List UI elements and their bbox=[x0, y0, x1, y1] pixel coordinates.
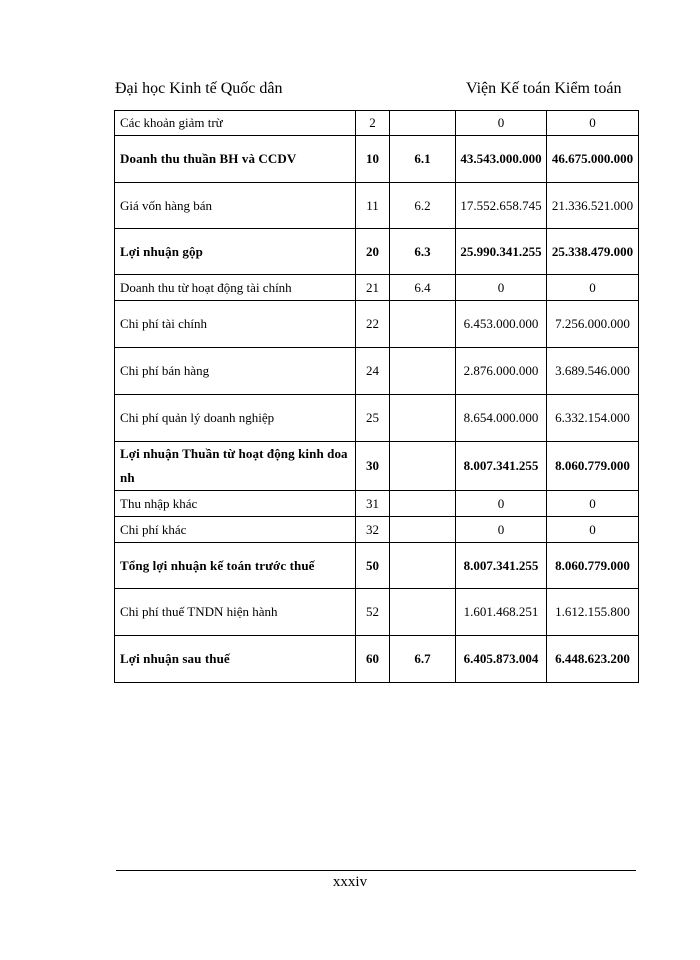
row-code: 30 bbox=[356, 442, 390, 491]
row-note: 6.7 bbox=[390, 636, 456, 683]
row-label: Lợi nhuận Thuần từ hoạt động kinh doanh bbox=[115, 442, 356, 491]
row-code: 32 bbox=[356, 517, 390, 543]
row-label: Doanh thu từ hoạt động tài chính bbox=[115, 275, 356, 301]
current-year-value: 8.654.000.000 bbox=[456, 395, 547, 442]
current-year-value: 1.601.468.251 bbox=[456, 589, 547, 636]
row-note bbox=[390, 442, 456, 491]
previous-year-value: 8.060.779.000 bbox=[547, 543, 639, 589]
previous-year-value: 0 bbox=[547, 275, 639, 301]
table-row bbox=[115, 348, 639, 395]
page-number: xxxiv bbox=[332, 874, 368, 890]
row-note: 6.4 bbox=[390, 275, 456, 301]
row-code: 25 bbox=[356, 395, 390, 442]
current-year-value: 2.876.000.000 bbox=[456, 348, 547, 395]
table-row bbox=[115, 136, 639, 183]
row-note: 6.3 bbox=[390, 229, 456, 275]
current-year-value: 8.007.341.255 bbox=[456, 543, 547, 589]
current-year-value: 25.990.341.255 bbox=[456, 229, 547, 275]
table-row bbox=[115, 395, 639, 442]
current-year-value: 0 bbox=[456, 275, 547, 301]
table-row bbox=[115, 517, 639, 543]
row-code: 21 bbox=[356, 275, 390, 301]
row-note bbox=[390, 348, 456, 395]
table-row bbox=[115, 275, 639, 301]
row-code: 60 bbox=[356, 636, 390, 683]
row-note: 6.1 bbox=[390, 136, 456, 183]
row-code: 10 bbox=[356, 136, 390, 183]
row-label: Doanh thu thuần BH và CCDV bbox=[115, 136, 356, 183]
header-department: Viện Kế toán Kiểm toán bbox=[466, 80, 622, 97]
previous-year-value: 21.336.521.000 bbox=[547, 183, 639, 229]
previous-year-value: 0 bbox=[547, 517, 639, 543]
previous-year-value: 46.675.000.000 bbox=[547, 136, 639, 183]
table-row bbox=[115, 491, 639, 517]
row-label: Tổng lợi nhuận kế toán trước thuế bbox=[115, 543, 356, 589]
table-row bbox=[115, 111, 639, 136]
row-code: 2 bbox=[356, 111, 390, 136]
row-note bbox=[390, 111, 456, 136]
row-label: Các khoản giảm trừ bbox=[115, 111, 356, 136]
table-row bbox=[115, 636, 639, 683]
row-note bbox=[390, 543, 456, 589]
table-row bbox=[115, 589, 639, 636]
row-note: 6.2 bbox=[390, 183, 456, 229]
row-code: 31 bbox=[356, 491, 390, 517]
row-code: 20 bbox=[356, 229, 390, 275]
row-label: Chi phí quản lý doanh nghiệp bbox=[115, 395, 356, 442]
previous-year-value: 25.338.479.000 bbox=[547, 229, 639, 275]
row-label: Giá vốn hàng bán bbox=[115, 183, 356, 229]
previous-year-value: 6.332.154.000 bbox=[547, 395, 639, 442]
row-note bbox=[390, 395, 456, 442]
current-year-value: 6.453.000.000 bbox=[456, 301, 547, 348]
table-row bbox=[115, 301, 639, 348]
row-label: Lợi nhuận sau thuế bbox=[115, 636, 356, 683]
previous-year-value: 1.612.155.800 bbox=[547, 589, 639, 636]
row-note bbox=[390, 491, 456, 517]
row-note bbox=[390, 589, 456, 636]
header-institution: Đại học Kinh tế Quốc dân bbox=[115, 80, 283, 97]
row-label: Thu nhập khác bbox=[115, 491, 356, 517]
row-note bbox=[390, 517, 456, 543]
row-code: 22 bbox=[356, 301, 390, 348]
previous-year-value: 3.689.546.000 bbox=[547, 348, 639, 395]
table-row bbox=[115, 442, 639, 491]
income-statement-table bbox=[114, 110, 639, 683]
current-year-value: 0 bbox=[456, 517, 547, 543]
table-row bbox=[115, 229, 639, 275]
current-year-value: 17.552.658.745 bbox=[456, 183, 547, 229]
previous-year-value: 8.060.779.000 bbox=[547, 442, 639, 491]
row-label: Chi phí tài chính bbox=[115, 301, 356, 348]
row-label: Lợi nhuận gộp bbox=[115, 229, 356, 275]
table-row bbox=[115, 543, 639, 589]
footer-rule bbox=[116, 870, 636, 871]
row-code: 11 bbox=[356, 183, 390, 229]
row-label: Chi phí khác bbox=[115, 517, 356, 543]
current-year-value: 0 bbox=[456, 111, 547, 136]
table-row bbox=[115, 183, 639, 229]
row-code: 50 bbox=[356, 543, 390, 589]
current-year-value: 43.543.000.000 bbox=[456, 136, 547, 183]
row-code: 24 bbox=[356, 348, 390, 395]
current-year-value: 0 bbox=[456, 491, 547, 517]
current-year-value: 6.405.873.004 bbox=[456, 636, 547, 683]
previous-year-value: 0 bbox=[547, 491, 639, 517]
previous-year-value: 7.256.000.000 bbox=[547, 301, 639, 348]
previous-year-value: 0 bbox=[547, 111, 639, 136]
current-year-value: 8.007.341.255 bbox=[456, 442, 547, 491]
row-code: 52 bbox=[356, 589, 390, 636]
previous-year-value: 6.448.623.200 bbox=[547, 636, 639, 683]
row-label: Chi phí thuế TNDN hiện hành bbox=[115, 589, 356, 636]
row-note bbox=[390, 301, 456, 348]
row-label: Chi phí bán hàng bbox=[115, 348, 356, 395]
